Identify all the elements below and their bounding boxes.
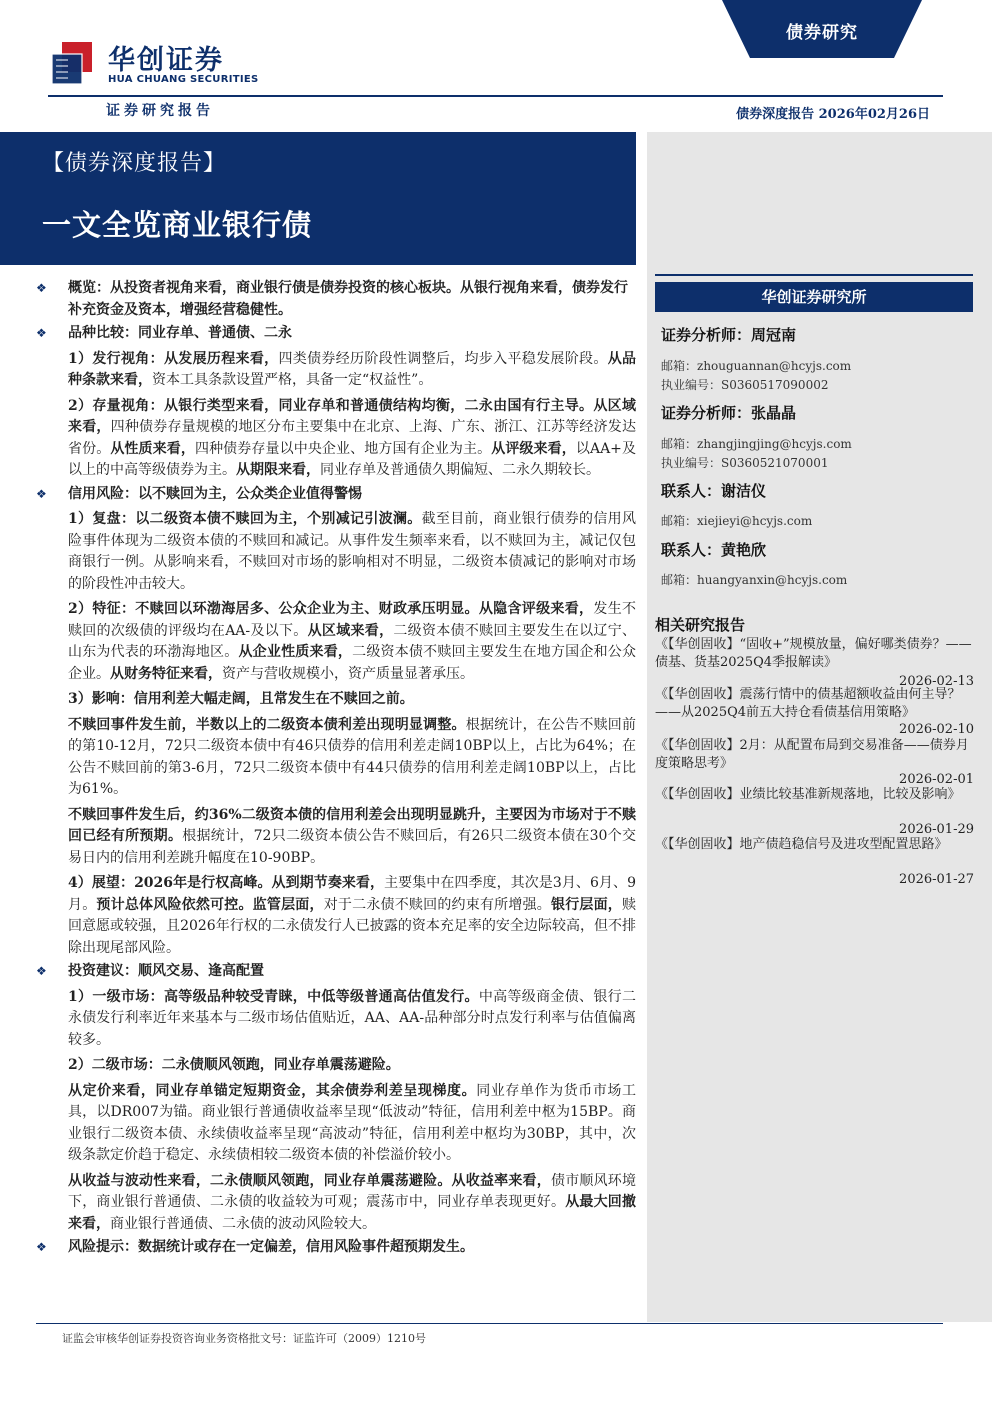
related-report-date: 2026-01-27 xyxy=(899,872,974,887)
related-report-date: 2026-02-10 xyxy=(899,722,974,737)
summary-bullet xyxy=(36,1237,636,1259)
summary-bullet xyxy=(36,484,636,506)
paragraph: 2）特征：不赎回以环渤海居多、公众企业为主、财政承压明显。从隐含评级来看，发生不赎回的次级债的评级均在AA-及以下。从区域来看，二级资本债不赎回主要发生在以辽宁、山东为代表的环渤海地区。从企业性质来看，二级资本债不赎回主要发生在地方国企和公众企业。从财务特征来看，资产与营收规模小，资产质量显著承压。 xyxy=(68,601,637,682)
analyst-license: 执业编号：S0360521070001 xyxy=(661,456,829,470)
logo-chinese-name: 华创证券 xyxy=(108,45,224,76)
paragraph: 4）展望：2026年是行权高峰。从到期节奏来看，主要集中在四季度，其次是3月、6月、9月。预计总体风险依然可控。监管层面，对于二永债不赎回的约束有所增强。银行层面，赎回意愿或较强，且2026年行权的二永债发行人已披露的资本充足率的安全边际较高，但不排除出现尾部风险。 xyxy=(68,875,637,956)
logo-english-name: HUA CHUANG SECURITIES xyxy=(108,74,259,85)
report-title: 一文全览商业银行债 xyxy=(42,208,313,242)
institute-name: 华创证券研究所 xyxy=(655,282,973,312)
report-category: 【债券深度报告】 xyxy=(42,151,227,176)
footer-text: 证监会审核华创证券投资咨询业务资格批文号：证监许可（2009）1210号 xyxy=(62,1332,426,1345)
risk-warning: 风险提示：数据统计或存在一定偏差，信用风险事件超预期发生。 xyxy=(68,1239,474,1255)
analyst-name: 证券分析师：张晶晶 xyxy=(661,404,797,422)
analyst-email: 邮箱：zhouguannan@hcyjs.com xyxy=(661,359,852,373)
analyst-name: 证券分析师：周冠南 xyxy=(661,326,797,344)
related-report-link[interactable]: 《【华创固收】震荡行情中的债基超额收益由何主导？——从2025Q4前五大持仓看债基信用策略》 xyxy=(655,687,961,720)
bullet-heading: 品种比较：同业存单、普通债、二永 xyxy=(68,325,292,341)
institute-divider xyxy=(655,274,973,276)
company-logo-icon xyxy=(48,40,96,88)
related-report-link[interactable]: 《【华创固收】2月：从配置布局到交易准备——债券月度策略思考》 xyxy=(655,738,969,771)
analyst-license: 执业编号：S0360517090002 xyxy=(661,378,829,392)
corner-tag-label: 债券研究 xyxy=(786,23,858,43)
related-reports-heading: 相关研究报告 xyxy=(655,616,746,634)
related-report-link[interactable]: 《【华创固收】业绩比较基准新规落地，比较及影响》 xyxy=(655,787,961,802)
footer-divider xyxy=(36,1323,943,1324)
related-report-link[interactable]: 《【华创固收】“固收+”规模放量，偏好哪类债券？——债基、货基2025Q4季报解读》 xyxy=(655,637,972,670)
summary-bullet xyxy=(36,323,636,345)
paragraph: 1）一级市场：高等级品种较受青睐，中低等级普通高估值发行。中高等级商金债、银行二永债发行利率近年来基本与二级市场估值贴近，AA、AA-品种部分时点发行利率与估值偏离较多。 xyxy=(68,988,636,1048)
paragraph: 不赎回事件发生后，约36%二级资本债的信用利差会出现明显跳升，主要因为市场对于不赎回已经有所预期。根据统计，72只二级资本债公告不赎回后，有26只二级资本债在30个交易日内的信用利差跳升幅度在10-90BP。 xyxy=(68,806,637,866)
report-type-label: 证券研究报告 xyxy=(106,103,214,119)
paragraph: 2）存量视角：从银行类型来看，同业存单和普通债结构均衡，二永由国有行主导。从区域来看，四种债券存量规模的地区分布主要集中在北京、上海、广东、浙江、江苏等经济发达省份。从性质来看，四种债券存量以中央企业、地方国有企业为主。从评级来看，以AA+及以上的中高等级债券为主。从期限来看，同业存单及普通债久期偏短、二永久期较长。 xyxy=(68,397,637,478)
report-date: 债券深度报告 2026年02月26日 xyxy=(736,107,930,122)
paragraph: 2）二级市场：二永债顺风领跑，同业存单震荡避险。 xyxy=(68,1057,400,1073)
report-summary xyxy=(36,276,636,1259)
paragraph: 从收益与波动性来看，二永债顺风领跑，同业存单震荡避险。从收益率来看，债市顺风环境下，商业银行普通债、二永债的收益较为可观；震荡市中，同业存单表现更好。从最大回撤来看，商业银行普通债、二永债的波动风险较大。 xyxy=(68,1172,637,1232)
contact-name: 联系人：黄艳欣 xyxy=(661,541,767,559)
paragraph: 3）影响：信用利差大幅走阔，且常发生在不赎回之前。 xyxy=(68,691,414,707)
paragraph: 从定价来看，同业存单锚定短期资金，其余债券利差呈现梯度。同业存单作为货币市场工具，以DR007为锚。商业银行普通债收益率呈现“低波动”特征，信用利差中枢为15BP。商业银行二级资本债、永续债收益率呈现“高波动”特征，信用利差中枢均为30BP，其中，次级条款定价趋于稳定、永续债相较二级资本债的补偿溢价较小。 xyxy=(68,1082,637,1163)
contact-email: 邮箱：huangyanxin@hcyjs.com xyxy=(661,573,848,587)
related-report-date: 2026-02-13 xyxy=(899,674,974,689)
related-report-link[interactable]: 《【华创固收】地产债趋稳信号及进攻型配置思路》 xyxy=(655,837,948,852)
contact-email: 邮箱：xiejieyi@hcyjs.com xyxy=(661,514,813,528)
diamond-bullet-icon: ❖ xyxy=(36,326,47,340)
bullet-heading: 信用风险：以不赎回为主，公众类企业值得警惕 xyxy=(68,485,362,502)
contact-name: 联系人：谢洁仪 xyxy=(661,482,767,500)
header-divider xyxy=(48,95,943,97)
analyst-email: 邮箱：zhangjingjing@hcyjs.com xyxy=(661,437,852,451)
paragraph: 不赎回事件发生前，半数以上的二级资本债利差出现明显调整。根据统计，在公告不赎回前的第10-12月，72只二级资本债中有46只债券的信用利差走阔10BP以上，占比为64%；在公告不赎回前的第3-6月，72只二级资本债中有44只债券的信用利差走阔10BP以上，占比为61%。 xyxy=(68,716,637,797)
related-report-date: 2026-02-01 xyxy=(899,772,974,787)
diamond-bullet-icon: ❖ xyxy=(36,1240,47,1254)
summary-bullet xyxy=(36,961,636,983)
diamond-bullet-icon: ❖ xyxy=(36,486,47,501)
diamond-bullet-icon: ❖ xyxy=(36,281,47,295)
diamond-bullet-icon: ❖ xyxy=(36,964,47,978)
summary-bullet xyxy=(36,278,636,321)
related-report-date: 2026-01-29 xyxy=(899,822,974,837)
paragraph: 1）发行视角：从发展历程来看，四类债券经历阶段性调整后，均步入平稳发展阶段。从品种条款来看，资本工具条款设置严格，具备一定“权益性”。 xyxy=(68,350,637,388)
paragraph: 1）复盘：以二级资本债不赎回为主，个别减记引波澜。截至目前，商业银行债券的信用风险事件体现为二级资本债的不赎回和减记。从事件发生频率来看，以不赎回为主，减记仅包商银行一例。从影响来看，不赎回对市场的影响相对不明显，二级资本债减记的影响对市场的阶段性冲击较大。 xyxy=(68,511,636,592)
overview-text: 概览：从投资者视角来看，商业银行债是债券投资的核心板块。从银行视角来看，债券发行补充资金及资本，增强经营稳健性。 xyxy=(68,280,628,318)
bullet-heading: 投资建议：顺风交易、逢高配置 xyxy=(68,963,264,979)
